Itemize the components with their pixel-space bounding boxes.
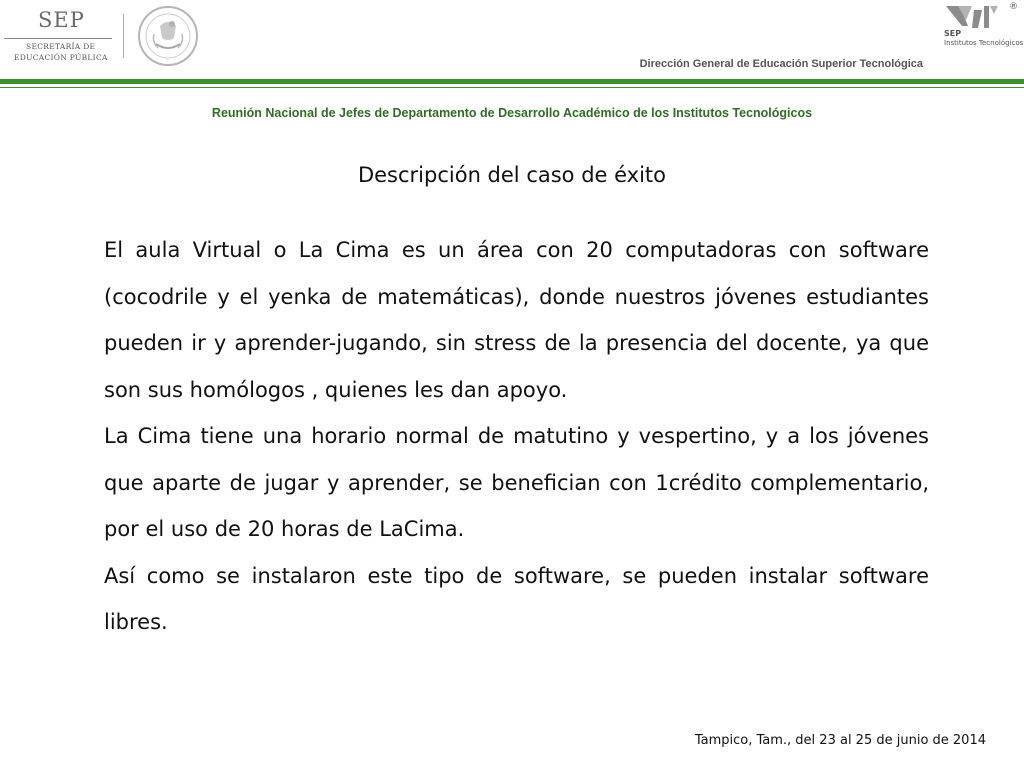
it-logo-sep: SEP (944, 29, 962, 38)
meeting-title: Reunión Nacional de Jefes de Departamento de Desarrollo Académico de los Institutos Tecnológicos (211, 106, 813, 120)
institutos-tecnologicos-logo (940, 2, 1024, 54)
directorate-title: Dirección General de Educación Superior Tecnológica (639, 58, 923, 70)
sep-logo (4, 8, 112, 64)
footer-location-date: Tampico, Tam., del 23 al 25 de junio de 2014 (694, 733, 986, 748)
header-divider (123, 14, 124, 58)
paragraph: La Cima tiene una horario normal de matutino y vespertino, y a los jóvenes que aparte de jugar y aprender, se benefician con 1crédito complementario, por el uso de 20 horas de LaCima. (104, 424, 929, 541)
body-text (104, 227, 929, 646)
sep-logo-line2: EDUCACIÓN PÚBLICA (14, 53, 108, 62)
it-logo-text: Institutos Tecnológicos (944, 39, 1024, 47)
paragraph: Así como se instalaron este tipo de software, se pueden instalar software libres. (104, 563, 929, 634)
header-band-thin (0, 87, 1024, 88)
registered-mark: ® (1009, 2, 1018, 12)
slide-title: Descripción del caso de éxito (357, 163, 667, 187)
coat-of-arms-seal-icon (136, 4, 200, 68)
sep-logo-rule (4, 38, 112, 39)
paragraph: El aula Virtual o La Cima es un área con 20 computadoras con software (cocodrile y el yenka de matemáticas), donde nuestros jóvenes estudiantes pueden ir y aprender-jugando, sin stress de la presencia del docente, ya que son sus homólogos , quienes les dan apoyo. (104, 238, 929, 402)
it-emblem-icon (944, 4, 1000, 30)
header-band (0, 79, 1024, 84)
sep-logo-line1: SECRETARÍA DE (26, 42, 96, 51)
sep-logo-word: SEP (38, 8, 85, 32)
